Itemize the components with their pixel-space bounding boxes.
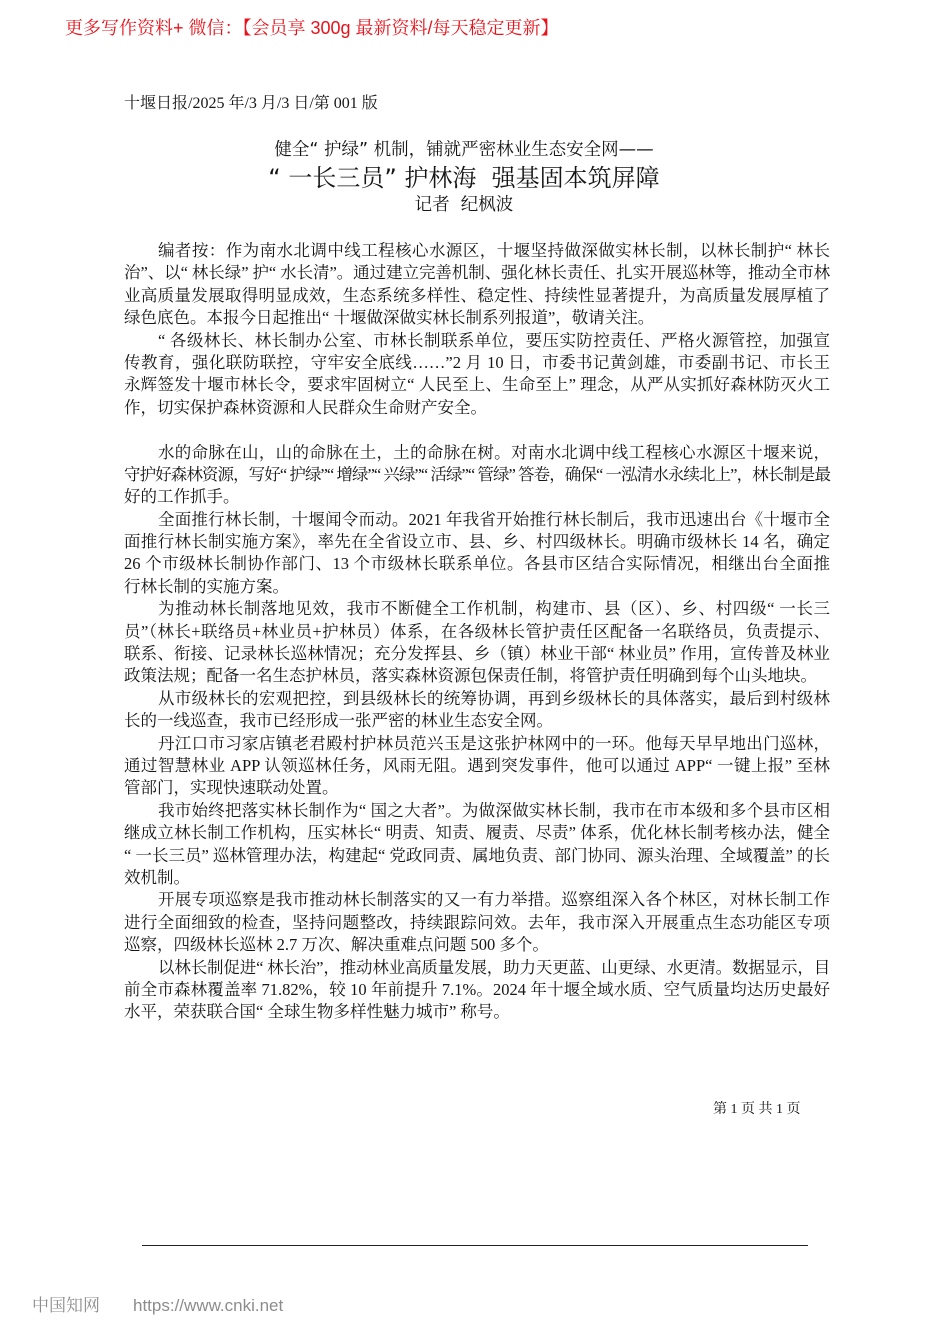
article-paragraph bbox=[124, 509, 830, 599]
article-paragraph bbox=[124, 800, 830, 890]
article-paragraph bbox=[124, 442, 830, 509]
footer-source-name: 中国知网 bbox=[32, 1296, 100, 1315]
article-paragraph bbox=[124, 240, 830, 330]
article-paragraph bbox=[124, 957, 830, 1024]
footer-divider bbox=[142, 1245, 808, 1246]
paragraph-line: 管部门，实现快速联动处置。 bbox=[124, 778, 339, 798]
paragraph-line: 编者按：作为南水北调中线工程核心水源区，十堰坚持做深做实林长制，以林长制护“ 林长 bbox=[158, 241, 830, 260]
paragraph-line: 业高质量发展取得明显成效，生态系统多样性、稳定性、持续性显著提升，为高质量发展厚植了 bbox=[124, 285, 830, 305]
paragraph-line: 继成立林长制工作机构，压实林长“ 明责、知责、履责、尽责” 体系，优化林长制考核办法，健全 bbox=[124, 823, 830, 843]
paragraph-line: “ 各级林长、林长制办公室、市林长制联系单位，要压实防控责任、严格火源管控，加强宣 bbox=[158, 330, 830, 350]
headline-block bbox=[0, 138, 928, 217]
paragraph-line: 水的命脉在山，山的命脉在土，土的命脉在树。对南水北调中线工程核心水源区十堰来说， bbox=[158, 442, 830, 462]
paragraph-line: 永辉签发十堰市林长令，要求牢固树立“ 人民至上、生命至上” 理念，从严从实抓好森林防灭火工 bbox=[124, 375, 830, 395]
paragraph-line: 长的一线巡查，我市已经形成一张严密的林业生态安全网。 bbox=[124, 711, 553, 731]
paragraph-line: 好的工作抓手。 bbox=[124, 487, 240, 507]
paragraph-line: 传教育，强化联防联控，守牢安全底线……”2 月 10 日，市委书记黄剑雄，市委副书记、市长王 bbox=[124, 352, 830, 372]
paragraph-line: 员”（林长+联络员+林业员+护林员）体系，在各级林长管护责任区配备一名联络员，负责提示、 bbox=[124, 621, 830, 641]
paragraph-line: 丹江口市习家店镇老君殿村护林员范兴玉是这张护林网中的一环。他每天早早地出门巡林， bbox=[158, 733, 830, 753]
paragraph-line: 联系、衔接、记录林长巡林情况；充分发挥县、乡（镇）林业干部“ 林业员” 作用，宣传普及林业 bbox=[124, 644, 830, 664]
paragraph-line: 从市级林长的宏观把控，到县级林长的统筹协调，再到乡级林长的具体落实，最后到村级林 bbox=[158, 688, 830, 708]
paragraph-line: 以林长制促进“ 林长治”，推动林业高质量发展，助力天更蓝、山更绿、水更清。数据显示，目 bbox=[158, 957, 830, 977]
article-author: 记者 纪枫波 bbox=[414, 195, 514, 215]
paragraph-line: 效机制。 bbox=[124, 867, 190, 887]
paragraph-line: 为推动林长制落地见效，我市不断健全工作机制，构建市、县（区）、乡、村四级“ 一长三 bbox=[158, 599, 830, 619]
paragraph-line: 开展专项巡察是我市推动林长制落实的又一有力举措。巡察组深入各个林区，对林长制工作 bbox=[158, 890, 830, 910]
paragraph-line: 面推行林长制实施方案》，率先在全省设立市、县、乡、村四级林长。明确市级林长 14 名，确定 bbox=[124, 532, 830, 552]
paragraph-line: 作，切实保护森林资源和人民群众生命财产安全。 bbox=[124, 397, 487, 417]
paragraph-line: 进行全面细致的检查，坚持问题整改，持续跟踪问效。去年，我市深入开展重点生态功能区专项 bbox=[124, 912, 830, 932]
paragraph-line: 绿色底色。本报今日起推出“ 十堰做深做实林长制系列报道”，敬请关注。 bbox=[124, 308, 655, 328]
paragraph-line: 26 个市级林长制协作部门、13 个市级林长联系单位。各县市区结合实际情况，相继出台全面推 bbox=[124, 554, 830, 574]
article-paragraph bbox=[124, 598, 830, 688]
article-body bbox=[124, 240, 830, 1024]
paragraph-line: 前全市森林覆盖率 71.82%，较 10 年前提升 7.1%。2024 年十堰全域水质、空气质量均达历史最好 bbox=[124, 979, 830, 999]
headline-title: “ 一长三员” 护林海 强基固本筑屏障 bbox=[268, 164, 660, 192]
paragraph-line: 我市始终把落实林长制作为“ 国之大者”。为做深做实林长制，我市在市本级和多个县市区相 bbox=[158, 800, 830, 820]
paragraph-line: 通过智慧林业 APP 认领巡林任务，风雨无阻。遇到突发事件，他可以通过 APP“ 一键上报” 至林 bbox=[124, 755, 830, 775]
paragraph-line: 巡察，四级林长巡林 2.7 万次、解决重难点问题 500 多个。 bbox=[124, 935, 549, 955]
paragraph-line: 行林长制的实施方案。 bbox=[124, 576, 289, 596]
headline-kicker: 健全“ 护绿” 机制，铺就严密林业生态安全网—— bbox=[274, 140, 654, 160]
paragraph-line: 全面推行林长制，十堰闻令而动。2021 年我省开始推行林长制后，我市迅速出台《十堰市全 bbox=[158, 509, 830, 529]
footer-url-link[interactable]: https://www.cnki.net bbox=[133, 1296, 284, 1315]
article-paragraph bbox=[124, 330, 830, 420]
article-paragraph bbox=[124, 889, 830, 956]
article-paragraph bbox=[124, 733, 830, 800]
paragraph-line: 水平，荣获联合国“ 全球生物多样性魅力城市” 称号。 bbox=[124, 1002, 510, 1022]
paragraph-line: 政策法规；配备一名生态护林员，落实森林资源包保责任制，将管护责任明确到每个山头地块。 bbox=[124, 666, 817, 686]
paragraph-line: 治”、以“ 林长绿” 护“ 水长清”。通过建立完善机制、强化林长责任、扎实开展巡林等，推动全市林 bbox=[124, 263, 830, 283]
paragraph-line: 守护好森林资源，写好“ 护绿”“ 增绿”“ 兴绿”“ 活绿”“ 管绿” 答卷，确保“ 一泓清水永续北上”，林长制是最 bbox=[124, 464, 830, 484]
paragraph-line: “ 一长三员” 巡林管理办法，构建起“ 党政同责、属地负责、部门协同、源头治理、全域覆盖” 的长 bbox=[124, 845, 830, 865]
article-paragraph bbox=[124, 688, 830, 733]
promo-banner: 更多写作资料+ 微信：【会员享 300g 最新资料/每天稳定更新】 bbox=[65, 18, 559, 38]
publication-dateline: 十堰日报/2025 年/3 月/3 日/第 001 版 bbox=[124, 95, 378, 112]
page-number: 第 1 页 共 1 页 bbox=[713, 1102, 801, 1117]
